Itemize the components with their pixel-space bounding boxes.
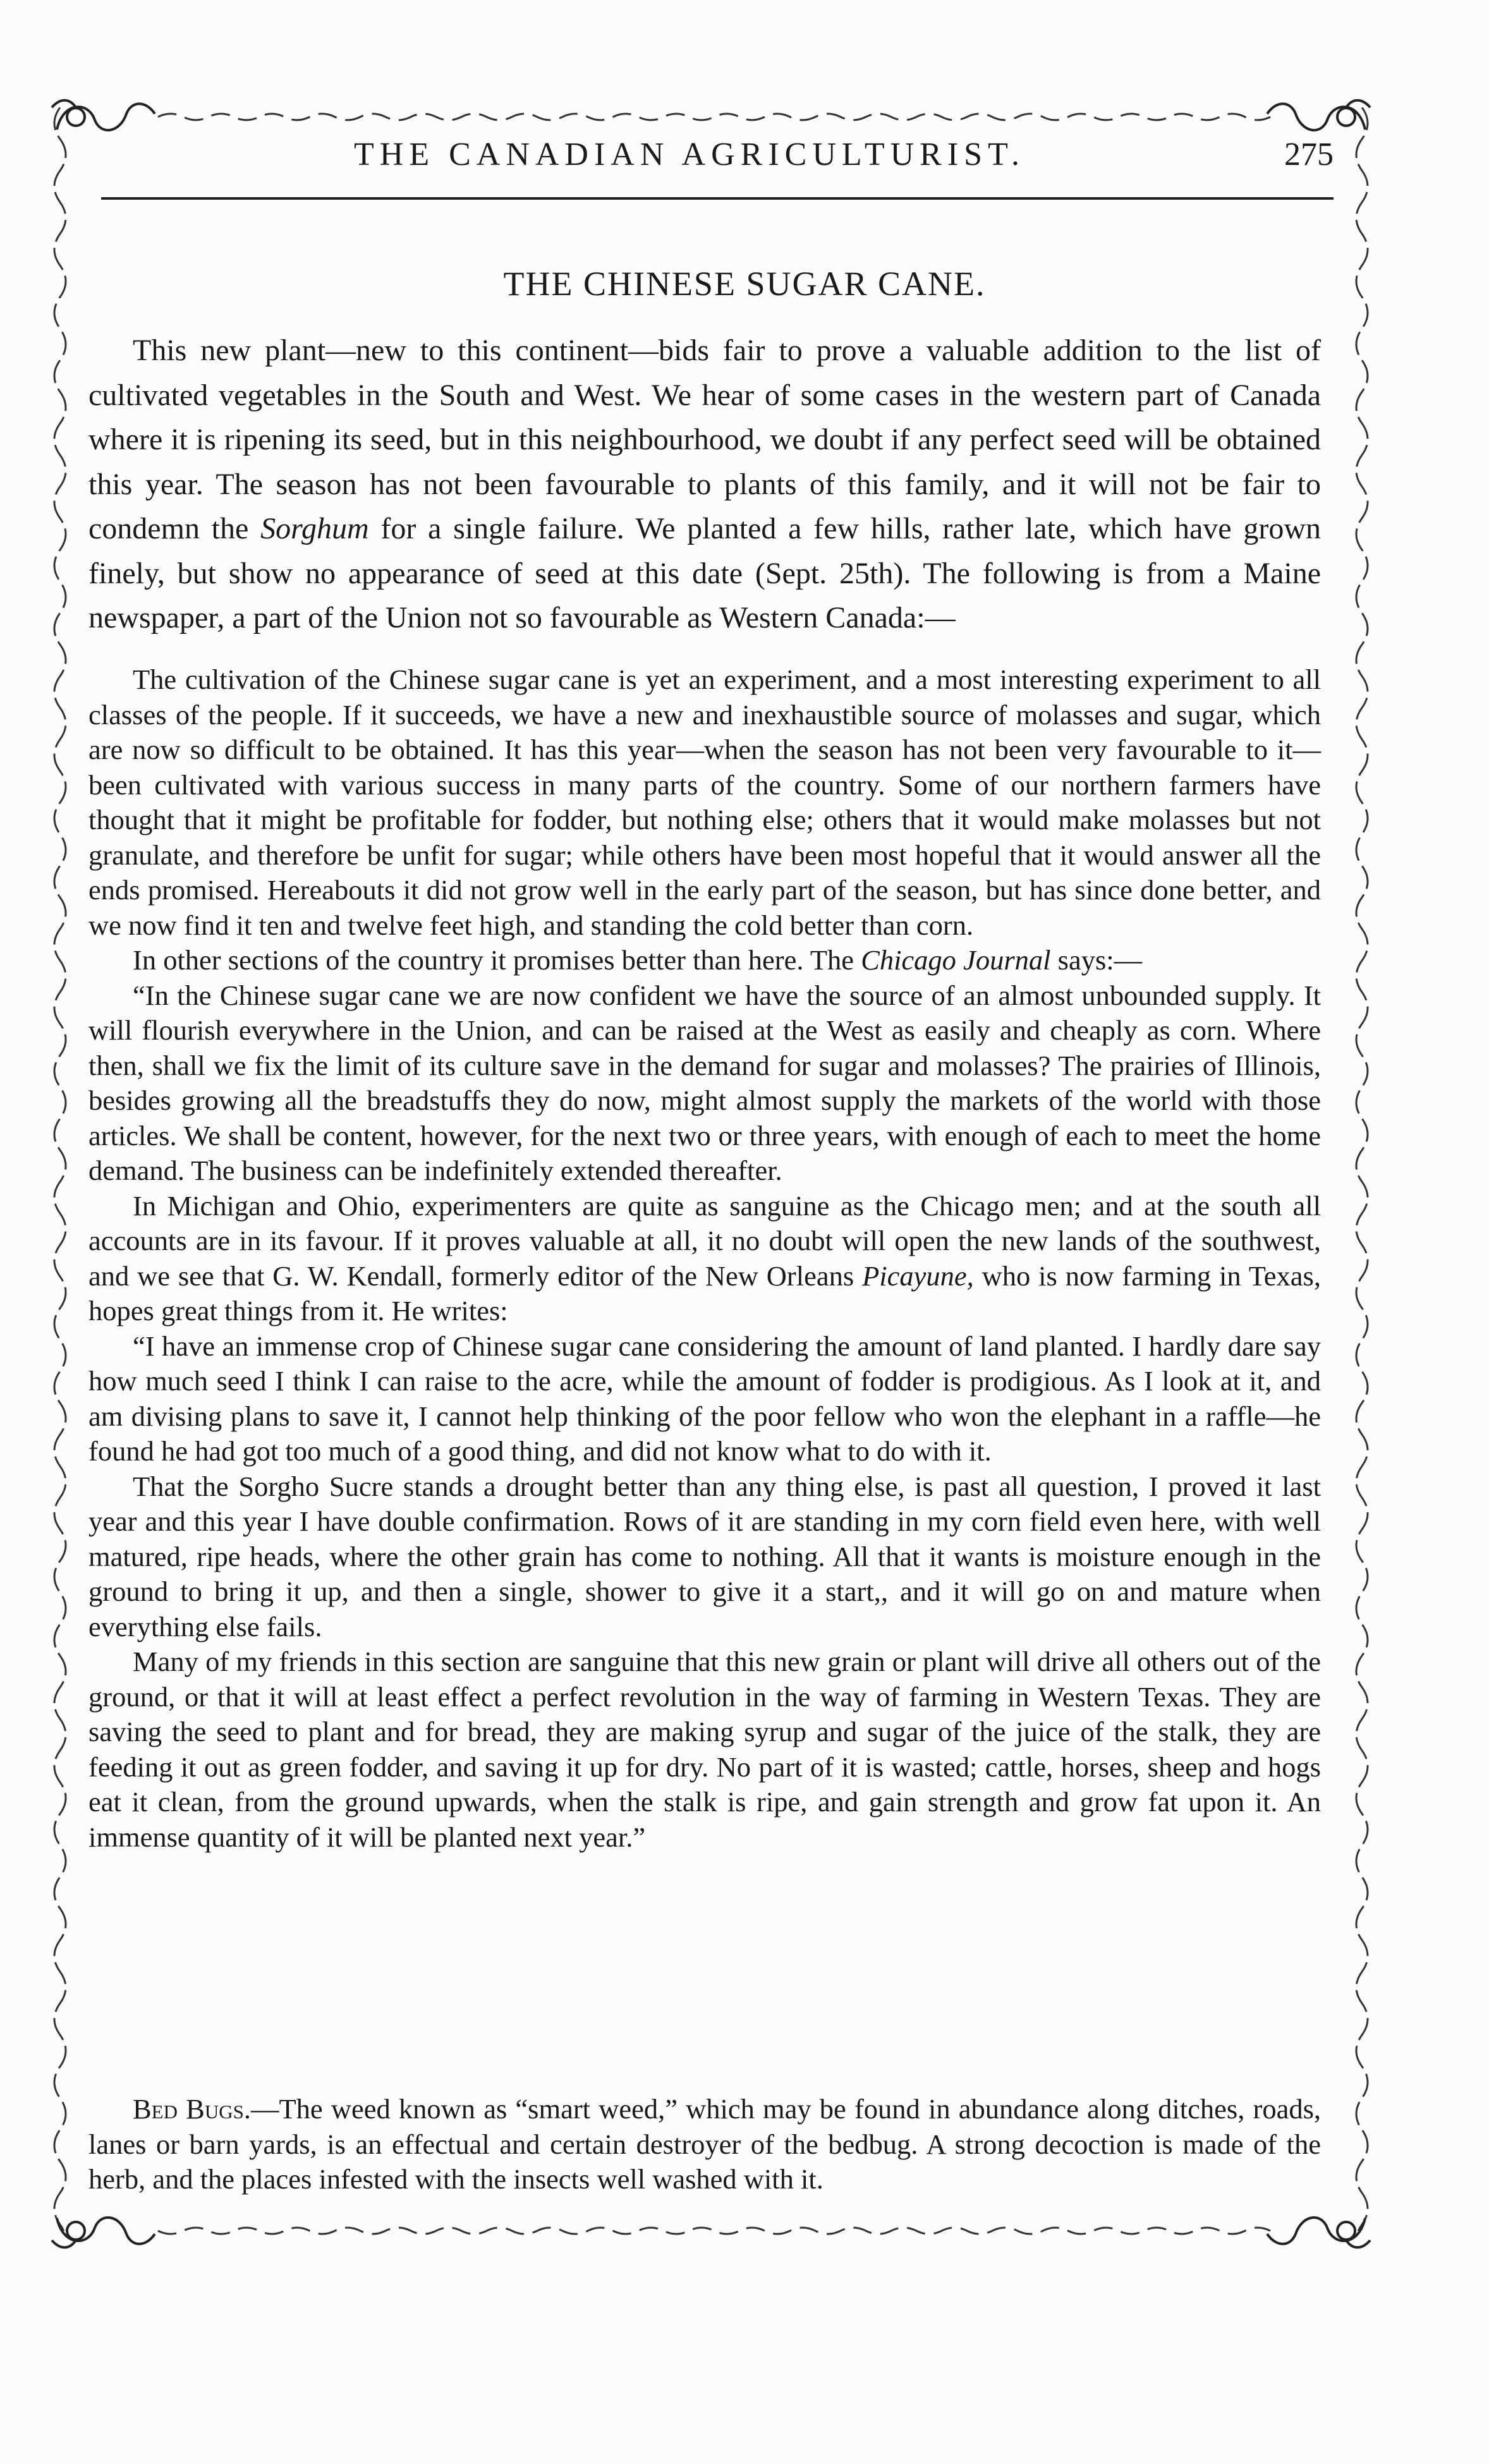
ornamental-border-bottom <box>51 2209 1371 2253</box>
running-title: THE CANADIAN AGRICULTURIST. <box>354 137 1025 173</box>
header-rule <box>101 197 1334 200</box>
italic-publication: Chicago Journal <box>861 944 1051 976</box>
ornamental-border-right <box>1340 107 1384 2231</box>
bed-bugs-note <box>88 2092 1321 2197</box>
article-intro <box>88 329 1321 641</box>
body-paragraph: In other sections of the country it promises better than here. The Chicago Journal says:— <box>133 944 1143 976</box>
scroll-line-bottom <box>158 2228 1270 2234</box>
body-paragraph: Many of my friends in this section are sanguine that this new grain or plant will drive all others out of the ground, or that it will at least effect a perfect revolution in the way of farming in Western Texas. They are saving the seed to plant and for bread, they are making syrup and sugar of the juice of the stalk, they are feeding it out as green fodder, and saving it up for dry. No part of it is wasted; cattle, horses, sheep and hogs eat it clean, from the ground upwards, when the stalk is ripe, and gain strength and grow fat upon it. An immense quantity of it will be planted next year.” <box>88 1646 1321 1853</box>
running-header <box>95 130 1334 186</box>
body-paragraph: The cultivation of the Chinese sugar cane is yet an experiment, and a most interesting experiment to all classes of the people. If it succeeds, we have a new and inexhaustible source of molasses and sugar, which are now so difficult to be obtained. It has this year—when the season has not been very favourable to it—been cultivated with various success in many parts of the country. Some of our northern farmers have thought that it might be profitable for fodder, but nothing else; others that it would make molasses but not granulate, and therefore be unfit for sugar; while others have been most hopeful that it would answer all the ends promised. Hereabouts it did not grow well in the early part of the season, but has since done better, and we now find it ten and twelve feet high, and standing the cold better than corn. <box>88 664 1321 941</box>
body-paragraph: “I have an immense crop of Chinese sugar cane considering the amount of land planted. I hardly dare say how much seed I think I can raise to the acre, while the amount of fodder is prodigious. As I look at it, and am divising plans to save it, I cannot help thinking of the poor fellow who won the elephant in a raffle—he found he had got too much of a good thing, and did not know what to do with it. <box>88 1330 1321 1467</box>
corner-flourish-icon <box>1267 2218 1370 2247</box>
intro-paragraph: This new plant—new to this continent—bids fair to prove a valuable addition to the list of cultivated vegetables in the South and West. We hear of some cases in the western part of Canada where it is ripening its seed, but in this neighbourhood, we doubt if any perfect seed will be obtained this year. The season has not been favourable to plants of this family, and it will not be fair to condemn the Sorghum for a single failure. We planted a few hills, rather late, which have grown finely, but show no appearance of seed at this date (Sept. 25th). The following is from a Maine newspaper, a part of the Union not so favourable as Western Canada:— <box>88 334 1321 634</box>
note-lead: Bed Bugs. <box>133 2093 251 2125</box>
page-number: 275 <box>1284 137 1334 173</box>
italic-term: Sorghum <box>260 512 369 545</box>
note-paragraph: Bed Bugs.—The weed known as “smart weed,” which may be found in abundance along ditches, roads, lanes or barn yards, is an effectual and certain destroyer of the bedbug. A strong decoction is made of the herb, and the places infested with the insects well washed with it. <box>88 2093 1322 2195</box>
article-body <box>88 662 1321 1855</box>
body-paragraph: In Michigan and Ohio, experimenters are quite as sanguine as the Chicago men; and at the south all accounts are in its favour. If it proves valuable at all, it no doubt will open the new lands of the southwest, and we see that G. W. Kendall, formerly editor of the New Orleans Picayune, who is now farming in Texas, hopes great things from it. He writes: <box>88 1189 1321 1326</box>
body-paragraph: “In the Chinese sugar cane we are now confident we have the source of an almost unbounded supply. It will flourish everywhere in the Union, and can be raised at the West as easily and cheaply as corn. Where then, shall we fix the limit of its culture save in the demand for sugar and molasses? The prairies of Illinois, besides growing all the breadstuffs they do now, might almost supply the markets of the world with those articles. We shall be content, however, for the next two or three years, with enough of each to meet the home demand. The business can be indefinitely extended thereafter. <box>88 979 1321 1186</box>
ornamental-border-left <box>38 107 82 2231</box>
article-title: THE CHINESE SUGAR CANE. <box>503 265 986 303</box>
scroll-line-top <box>158 114 1270 120</box>
italic-publication: Picayune, <box>862 1259 974 1292</box>
corner-flourish-icon <box>52 2218 155 2247</box>
body-paragraph: That the Sorgho Sucre stands a drought better than any thing else, is past all question, I proved it last year and this year I have double confirmation. Rows of it are standing in my corn field even here, with well matured, ripe heads, where the other grain has come to nothing. All that it wants is moisture enough in the ground to bring it up, and then a single, shower to give it a start,, and it will go on and mature when everything else fails. <box>88 1470 1321 1642</box>
